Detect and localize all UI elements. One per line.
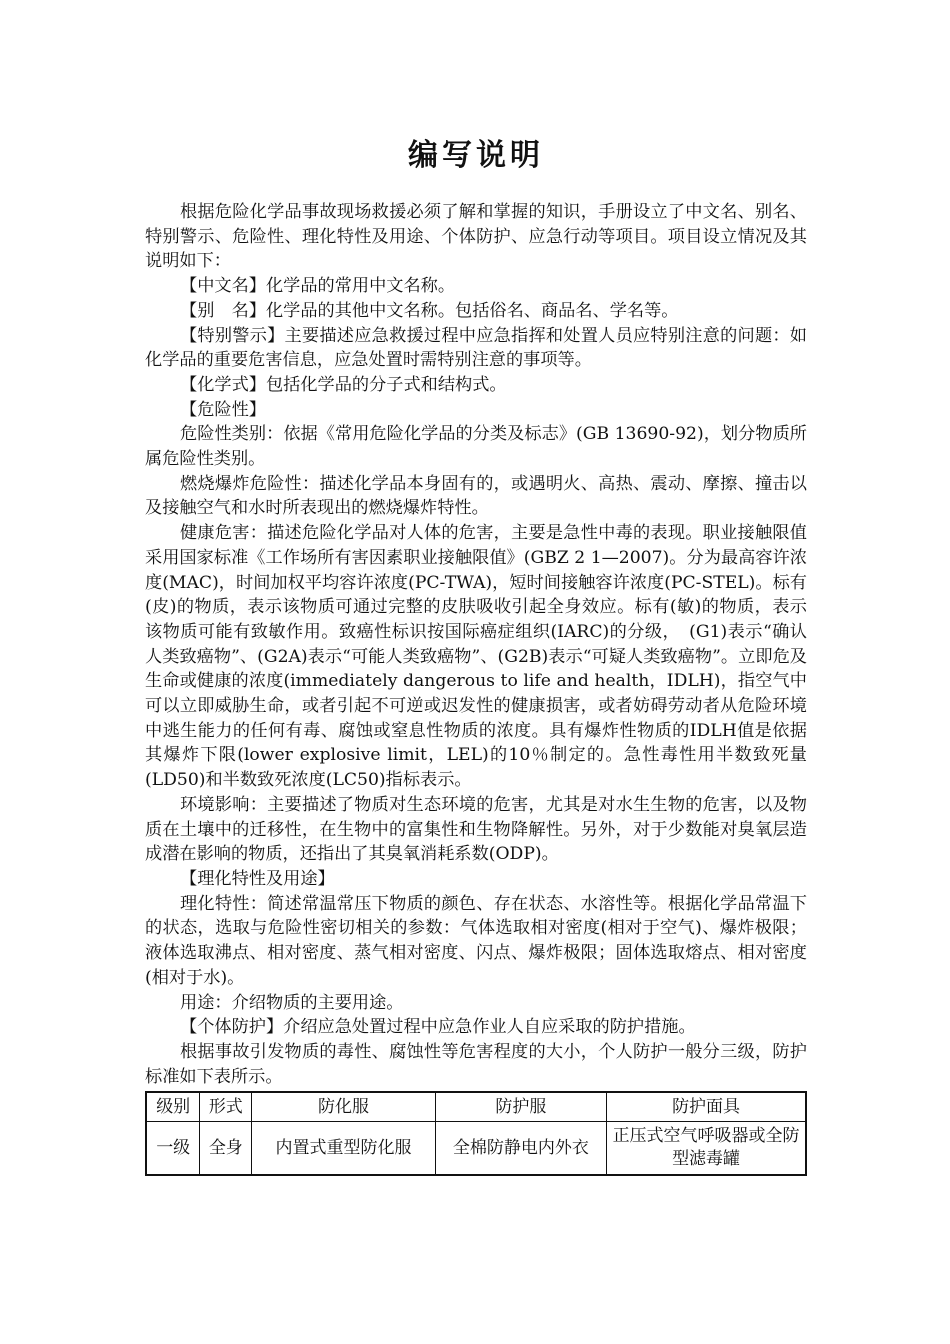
section-properties-uses: 【理化特性及用途】 [180, 868, 335, 889]
table-row [146, 1122, 806, 1176]
protection-levels-intro: 根据事故引发物质的毒性、腐蚀性等危害程度的大小，个人防护一般分三级，防护标准如下表所示。 [145, 1041, 807, 1087]
table-header-row [146, 1092, 806, 1122]
item-chemical-formula: 【化学式】包括化学品的分子式和结构式。 [180, 374, 507, 395]
table-cell: 内置式重型防化服 [252, 1122, 435, 1176]
item-alias: 【别 名】化学品的其他中文名称。包括俗名、商品名、学名等。 [180, 300, 679, 321]
section-personal-protection: 【个体防护】介绍应急处置过程中应急作业人自应采取的防护措施。 [180, 1017, 696, 1038]
section-hazard: 【危险性】 [180, 399, 266, 420]
fire-explosion-hazard: 燃烧爆炸危险性：描述化学品本身固有的，或遇明火、高热、震动、摩擦、撞击以及接触空气和水时所表现出的燃烧爆炸特性。 [145, 473, 807, 519]
physicochemical-properties: 理化特性：简述常温常压下物质的颜色、存在状态、水溶性等。根据化学品常温下的状态，选取与危险性密切相关的参数：气体选取相对密度(相对于空气)、爆炸极限；液体选取沸点、相对密度、蒸气相对密度、闪点、爆炸极限；固体选取熔点、相对密度(相对于水)。 [145, 893, 807, 988]
health-hazard: 健康危害：描述危险化学品对人体的危害，主要是急性中毒的表现。职业接触限值采用国家标准《工作场所有害因素职业接触限值》(GBZ 2 1—2007)。分为最高容许浓度(MAC)，时间加权平均容许浓度(PC-TWA)，短时间接触容许浓度(PC-STEL)。标有(皮)的物质，表示该物质可通过完整的皮肤吸收引起全身效应。标有(敏)的物质，表示该物质可能有致敏作用。致癌性标识按国际癌症组织(IARC)的分级， (G1)表示“确认人类致癌物”、(G2A)表示“可能人类致癌物”、(G2B)表示“可疑人类致癌物”。立即危及生命或健康的浓度(immediately dangerous to life and health，IDLH)，指空气中可以立即威胁生命，或者引起不可逆或迟发性的健康损害，或者妨碍劳动者从危险环境中逃生能力的任何有毒、腐蚀或窒息性物质的浓度。具有爆炸性物质的IDLH值是依据其爆炸下限(lower explosive limit，LEL)的10％制定的。急性毒性用半数致死量(LD50)和半数致死浓度(LC50)指标表示。 [145, 523, 807, 791]
page-title: 编写说明 [408, 138, 544, 173]
item-special-warning: 【特别警示】主要描述应急救援过程中应急指挥和处置人员应特别注意的问题：如化学品的重要危害信息，应急处置时需特别注意的事项等。 [145, 325, 807, 371]
protection-level-table [145, 1091, 807, 1176]
table-cell: 全身 [200, 1122, 252, 1176]
environmental-impact: 环境影响：主要描述了物质对生态环境的危害，尤其是对水生生物的危害，以及物质在土壤中的迁移性，在生物中的富集性和生物降解性。另外，对于少数能对臭氧层造成潜在影响的物质，还指出了其臭氧消耗系数(ODP)。 [145, 794, 807, 865]
table-header-cell: 防护服 [435, 1092, 606, 1122]
table-header-cell: 形式 [200, 1092, 252, 1122]
item-chinese-name: 【中文名】化学品的常用中文名称。 [180, 276, 456, 297]
intro-paragraph: 根据危险化学品事故现场救援必须了解和掌握的知识，手册设立了中文名、别名、特别警示、危险性、理化特性及用途、个体防护、应急行动等项目。项目设立情况及其说明如下： [145, 202, 807, 272]
table-header-cell: 级别 [146, 1092, 200, 1122]
document-body [145, 200, 807, 1176]
table-header-cell: 防化服 [252, 1092, 435, 1122]
table-header-cell: 防护面具 [607, 1092, 806, 1122]
table-cell: 正压式空气呼吸器或全防型滤毒罐 [607, 1122, 806, 1176]
table-cell: 一级 [146, 1122, 200, 1176]
hazard-category: 危险性类别：依据《常用危险化学品的分类及标志》(GB 13690-92)，划分物质所属危险性类别。 [145, 424, 807, 470]
table-cell: 全棉防静电内外衣 [435, 1122, 606, 1176]
uses: 用途：介绍物质的主要用途。 [180, 992, 404, 1013]
